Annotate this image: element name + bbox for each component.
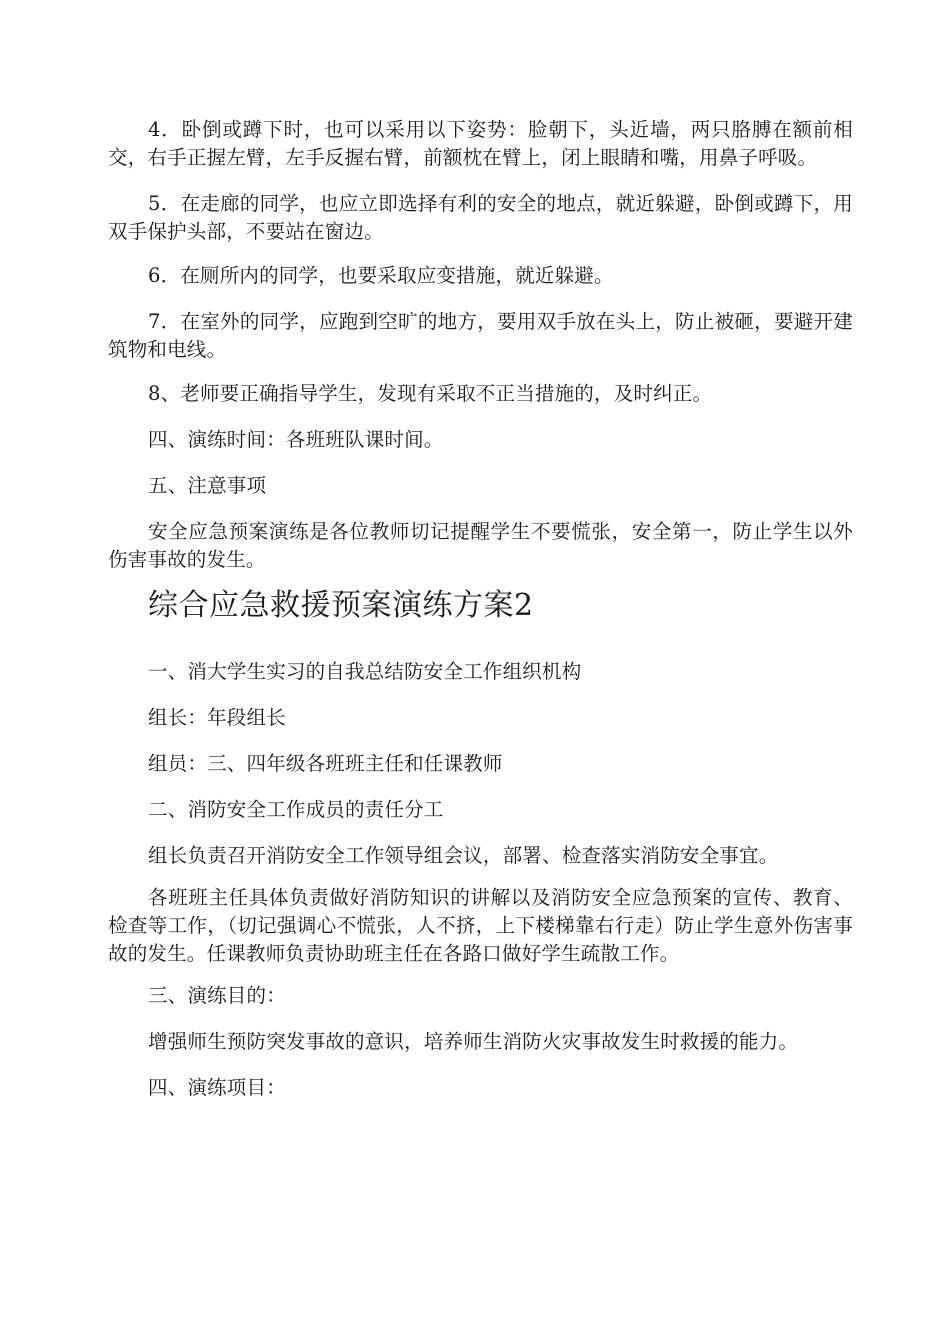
paragraph-notes-heading: 五、注意事项 bbox=[148, 474, 267, 497]
paragraph-org-structure: 一、消大学生实习的自我总结防安全工作组织机构 bbox=[148, 660, 582, 683]
paragraph-notes-body: 安全应急预案演练是各位教师切记提醒学生不要慌张，安全第一，防止学生以外伤害事故的发生。 bbox=[108, 520, 853, 571]
paragraph-group-leader: 组长：年段组长 bbox=[148, 706, 286, 729]
paragraph-items-heading: 四、演练项目： bbox=[148, 1076, 286, 1099]
paragraph-item-6: 6．在厕所内的同学，也要采取应变措施，就近躲避。 bbox=[148, 264, 614, 287]
paragraph-teacher-duty: 各班班主任具体负责做好消防知识的讲解以及消防安全应急预案的宣传、教育、检查等工作，（切记强调心不慌张，人不挤，上下楼梯靠右行走）防止学生意外伤害事故的发生。任课教师负责协助班主任在各路口做好学生疏散工作。 bbox=[108, 886, 853, 965]
section-title: 综合应急救援预案演练方案2 bbox=[148, 588, 534, 623]
paragraph-purpose-heading: 三、演练目的： bbox=[148, 984, 286, 1007]
paragraph-item-4: 4．卧倒或蹲下时，也可以采用以下姿势：脸朝下，头近墙，两只胳膊在额前相交，右手正握左臂，左手反握右臂，前额枕在臂上，闭上眼睛和嘴，用鼻子呼吸。 bbox=[108, 118, 853, 169]
paragraph-purpose-body: 增强师生预防突发事故的意识，培养师生消防火灾事故发生时救援的能力。 bbox=[148, 1030, 799, 1053]
paragraph-item-5: 5．在走廊的同学，也应立即选择有利的安全的地点，就近躲避，卧倒或蹲下，用双手保护头部，不要站在窗边。 bbox=[108, 192, 853, 243]
paragraph-leader-duty: 组长负责召开消防安全工作领导组会议，部署、检查落实消防安全事宜。 bbox=[148, 844, 779, 867]
paragraph-group-members: 组员：三、四年级各班班主任和任课教师 bbox=[148, 752, 503, 775]
paragraph-responsibility-heading: 二、消防安全工作成员的责任分工 bbox=[148, 798, 444, 821]
paragraph-item-8: 8、老师要正确指导学生，发现有采取不正当措施的，及时纠正。 bbox=[148, 382, 713, 405]
paragraph-drill-time: 四、演练时间：各班班队课时间。 bbox=[148, 428, 444, 451]
paragraph-item-7: 7．在室外的同学，应跑到空旷的地方，要用双手放在头上，防止被砸，要避开建筑物和电线。 bbox=[108, 310, 853, 361]
